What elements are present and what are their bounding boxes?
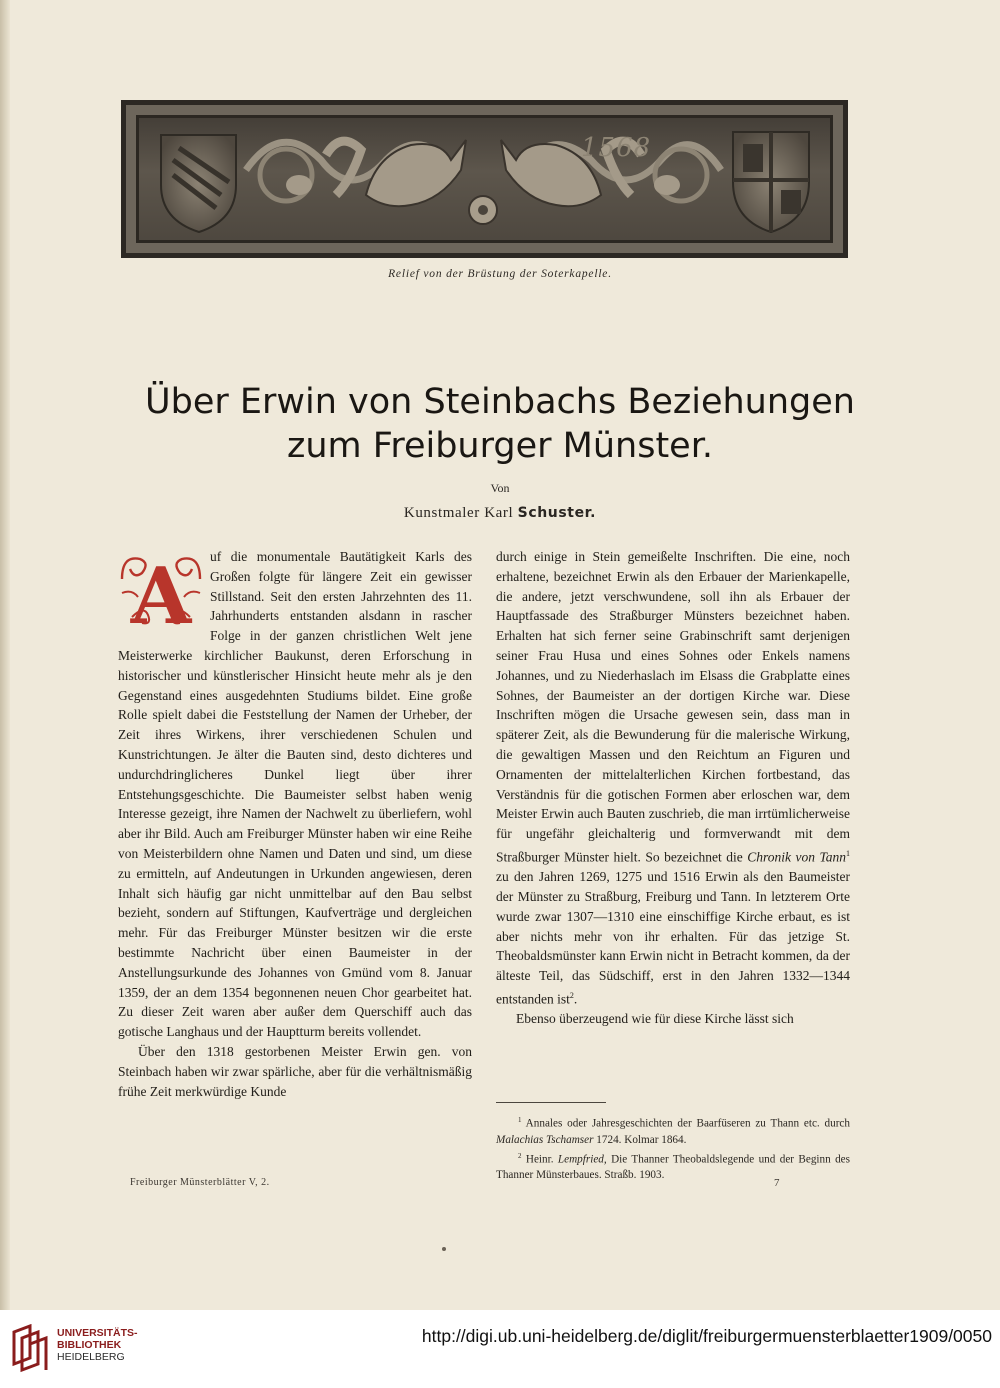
page-number: 7 — [774, 1177, 780, 1189]
title-line-1: Über Erwin von Steinbachs Beziehungen — [145, 382, 855, 422]
university-library-logo-icon[interactable] — [10, 1324, 50, 1374]
library-name-line-1: UNIVERSITÄTS- — [57, 1327, 138, 1339]
library-name-line-2: BIBLIOTHEK — [57, 1339, 122, 1351]
footnote-1-name: Malachias Tschamser — [496, 1133, 594, 1146]
paragraph-3 — [496, 547, 850, 1009]
footnote-ref-2[interactable]: 2 — [569, 991, 574, 1001]
footnote-ref-1[interactable]: 1 — [846, 848, 851, 858]
chronik-title: Chronik von Tann — [747, 849, 847, 865]
footnotes — [496, 1112, 850, 1183]
paragraph-3-part-2: zu den Jahren 1269, 1275 und 1516 Erwin als den Baumeister der Münster zu Straßburg, Freiburg und Tann. In letzterem Orte wurde zwar 1307—1310 eine einschiffige Kirche erbaut, es ist aber nichts mehr von ihr erhalten. Für das jetzige St. Theobaldsmünster kann Erwin nicht in Betracht kommen, da der älteste Teil, das Südschiff, erst in den Jahren 1332—1344 entstanden ist — [496, 869, 850, 1007]
author-line — [0, 505, 1000, 522]
relief-photograph — [121, 100, 848, 258]
footnote-2-mark: 2 — [518, 1151, 522, 1160]
footnote-2 — [496, 1148, 850, 1184]
library-name-line-3: HEIDELBERG — [57, 1351, 125, 1363]
relief-date-inscription: 1568 — [581, 133, 652, 163]
footnote-2-text-b: Die Thanner Theobaldslegende und der Beginn des Thanner Münsterbaues. Straßb. 1903. — [496, 1153, 850, 1182]
page-binding-edge — [0, 0, 10, 1310]
footnote-divider — [496, 1102, 606, 1103]
footnote-1-text-b: 1724. Kolmar 1864. — [593, 1133, 687, 1146]
digital-library-footer — [0, 1310, 1000, 1388]
author-prefix: Kunstmaler Karl — [403, 505, 514, 521]
figure-caption: Relief von der Brüstung der Soterkapelle. — [388, 268, 612, 280]
initial-letter: A — [130, 551, 192, 629]
footnote-1 — [496, 1112, 850, 1148]
title-line-2: zum Freiburger Münster. — [286, 426, 714, 466]
permalink-url[interactable]: http://digi.ub.uni-heidelberg.de/diglit/freiburgermuensterblaetter1909/0050 — [421, 1326, 992, 1346]
footnote-1-text-a: Annales oder Jahresgeschichten der Baarfüseren zu Thann etc. durch — [521, 1117, 850, 1130]
paragraph-4: Ebenso überzeugend wie für diese Kirche lässt sich — [516, 1011, 794, 1027]
paragraph-3-part-1: durch einige in Stein gemeißelte Inschriften. Die eine, noch erhaltene, bezeichnet Erwin als den Erbauer der Marienkapelle, die andere, jetzt verschwundene, soll ihn als Erbauer der Hauptfassade des Straßburger Münsters bezeichnet haben. Erhalten hat sich ferner seine Grabinschrift samt derjenigen seiner Frau Husa und eines Sohnes oder Enkels namens Johannes, und zu Niederhaslach im Elsass die Grabplatte eines Sohnes, der Baumeister an der dortigen Kirche war. Diese Inschriften mögen die Ursache gewesen sein, dass man in späterer Zeit, als die Bewunderung für die malerische Wirkung, die gewaltigen Massen und den Reichtum an Figuren und Ornamenten der mittelalterlichen Kirchen fortbestand, das Verständnis für die gotischen Formen aber erloschen war, dem Meister Erwin auch Bauten zuschrieb, die man irrtümlicherweise für ungefähr gleichalterig und formverwandt mit dem Straßburger Münster hielt. So bezeichnet die — [496, 549, 850, 865]
author-name: Schuster. — [517, 505, 597, 521]
paragraph-2: Über den 1318 gestorbenen Meister Erwin gen. von Steinbach haben wir zwar spärliche, aber für die verhältnismäßig frühe Zeit merkwürdige Kunde — [118, 1043, 472, 1099]
library-name[interactable] — [57, 1327, 138, 1363]
initial-ornament — [118, 549, 204, 629]
left-column — [118, 547, 472, 1101]
paper-speck — [442, 1247, 446, 1251]
relief-carving — [121, 100, 848, 258]
article-title — [100, 380, 900, 468]
decorated-initial — [118, 549, 204, 629]
footnote-2-text-a: Heinr. — [521, 1153, 558, 1166]
footnote-1-mark: 1 — [518, 1116, 522, 1124]
footnote-2-name: Lempfried, — [557, 1153, 607, 1166]
paragraph-3-end: . — [573, 991, 578, 1007]
byline-von: Von — [490, 481, 510, 495]
paragraph-1: uf die monumentale Bautätigkeit Karls des Großen folgte für längere Zeit ein gewisser Stillstand. Seit den ersten Jahrzehnten des 11. Jahrhunderts entstanden alsdann in rascher Folge in der ganzen christlichen Welt jene Meisterwerke kirchlicher Baukunst, deren Erforschung in historischer und künstlerischer Hinsicht heute mehr als je den Gegenstand eines ausgedehnten Studiums bildet. Eine große Rolle spielt dabei die Feststellung der Namen der Urheber, der Zeit ihres Wirkens, ihrer verschiedenen Schulen und Kunstrichtungen. Je älter die Bauten sind, desto dichteres und undurchdringlicheres Dunkel liegt über ihrer Entstehungsgeschichte. Die Baumeister selbst haben wenig Interesse gezeigt, ihre Namen der Nachwelt zu überliefern, wohl aber ihr Bild. Auch am Freiburger Münster haben wir eine Reihe von Meisterbildern ohne Namen und Daten und sind, um diese zu ermitteln, auf Andeutungen in Urkunden angewiesen, deren Inhalt sich häufig gar nicht unmittelbar auf den Bau selbst bezieht, sondern auf Stiftungen, Kaufverträge und dergleichen mehr. Für das Freiburger Münster besitzen wir die erste bestimmte Nachricht über einen Baumeister in der Anstellungsurkunde des Johannes von Gmünd vom 8. Januar 1359, der an dem 1354 begonnenen neuen Chor gearbeitet hat. Zu dieser Zeit waren aber außer dem Querschiff auch das gotische Langhaus und der Hauptturm bereits vollendet. — [118, 549, 472, 1040]
printer-signature: Freiburger Münsterblätter V, 2. — [130, 1177, 270, 1188]
right-column — [496, 547, 850, 1029]
